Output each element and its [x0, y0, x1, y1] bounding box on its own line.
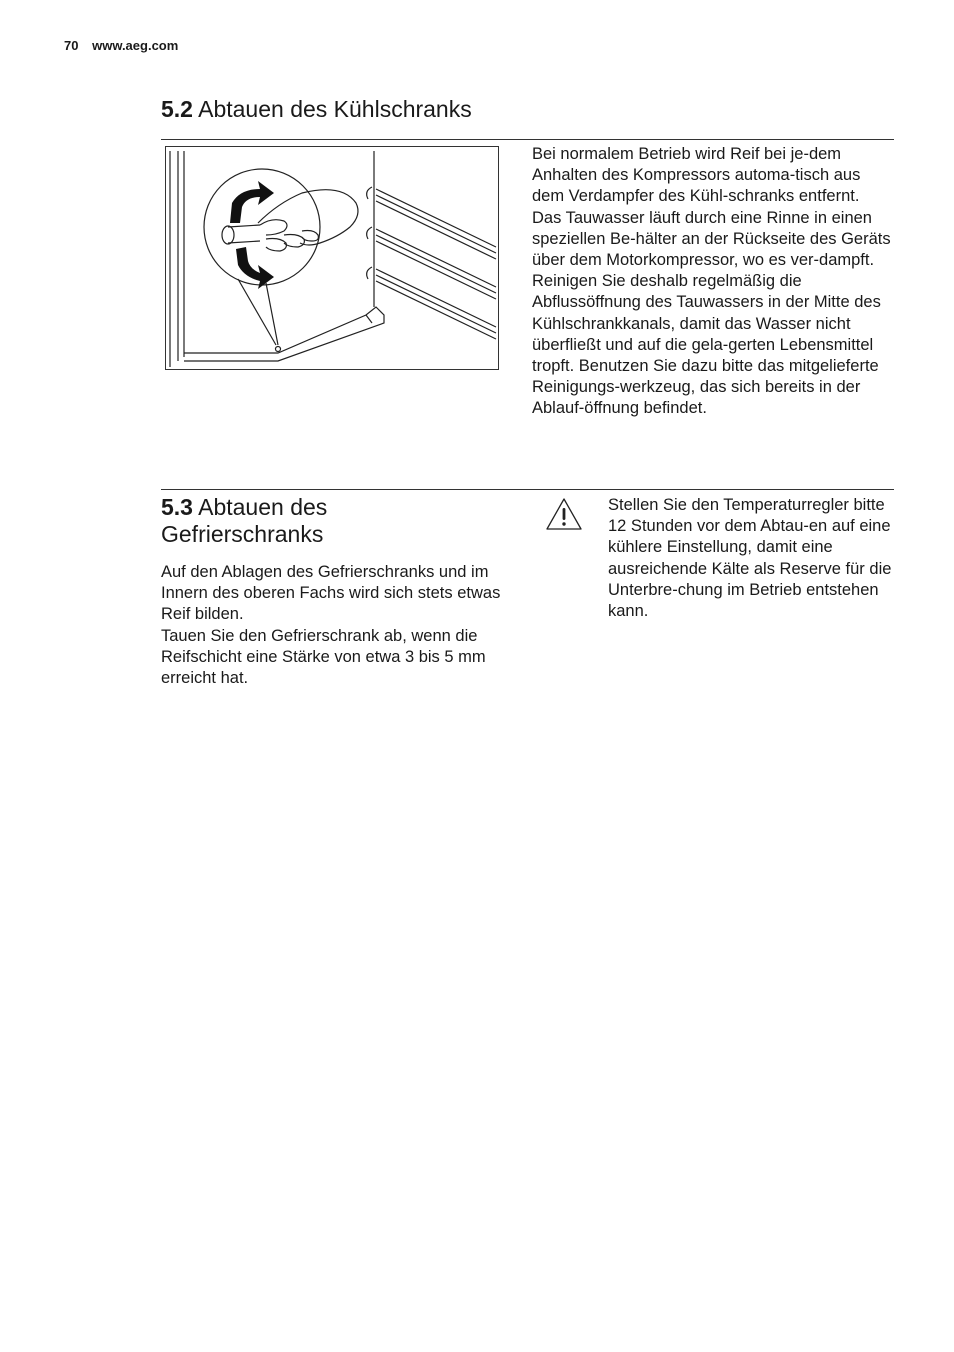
section-number: 5.2	[161, 96, 193, 122]
fridge-drain-drawing	[166, 147, 499, 370]
warning-text: Stellen Sie den Temperaturregler bitte 12 Stunden vor dem Abtau-en auf eine kühlere Einstellung, damit eine ausreichende Kälte als Reserve für die Unterbre-chung im Betrieb entstehen kann.	[608, 496, 892, 621]
divider	[161, 139, 894, 140]
page-number: 70	[64, 38, 79, 53]
paragraph: Bei normalem Betrieb wird Reif bei je-dem Anhalten des Kompressors automa-tisch aus dem Verdampfer des Kühl-schranks entfernt. Das Tauwasser läuft durch eine Rinne in einen speziellen Be-hälter an der Rückseite des Geräts über dem Motorkompressor, wo es ver-dampft.	[532, 145, 891, 270]
section-heading: Abtauen des Kühlschranks	[198, 96, 472, 122]
site-url: www.aeg.com	[92, 38, 179, 53]
paragraph: Auf den Ablagen des Gefrierschranks und im Innern des oberen Fachs wird sich stets etwas Reif bilden.	[161, 563, 501, 624]
defrost-illustration	[165, 146, 499, 370]
section-5-3-body	[161, 562, 506, 689]
section-heading: Abtauen des Gefrierschranks	[161, 494, 328, 547]
page-header	[64, 38, 178, 53]
divider	[161, 489, 894, 490]
section-title-5-3	[161, 494, 461, 548]
paragraph: Reinigen Sie deshalb regelmäßig die Abflussöffnung des Tauwassers in der Mitte des Kühlschrankkanals, damit das Wasser nicht überfließt und auf die gela-gerten Lebensmittel tropft. Benutzen Sie dazu bitte das mitgelieferte Reinigungs-werkzeug, das sich bereits in der Ablauf-öffnung befindet.	[532, 272, 881, 418]
paragraph: Tauen Sie den Gefrierschrank ab, wenn die Reifschicht eine Stärke von etwa 3 bis 5 mm erreicht hat.	[161, 626, 486, 688]
section-number: 5.3	[161, 494, 193, 520]
section-5-2-body	[532, 144, 892, 420]
warning-triangle-icon	[545, 497, 583, 531]
section-title-5-2	[161, 96, 472, 123]
